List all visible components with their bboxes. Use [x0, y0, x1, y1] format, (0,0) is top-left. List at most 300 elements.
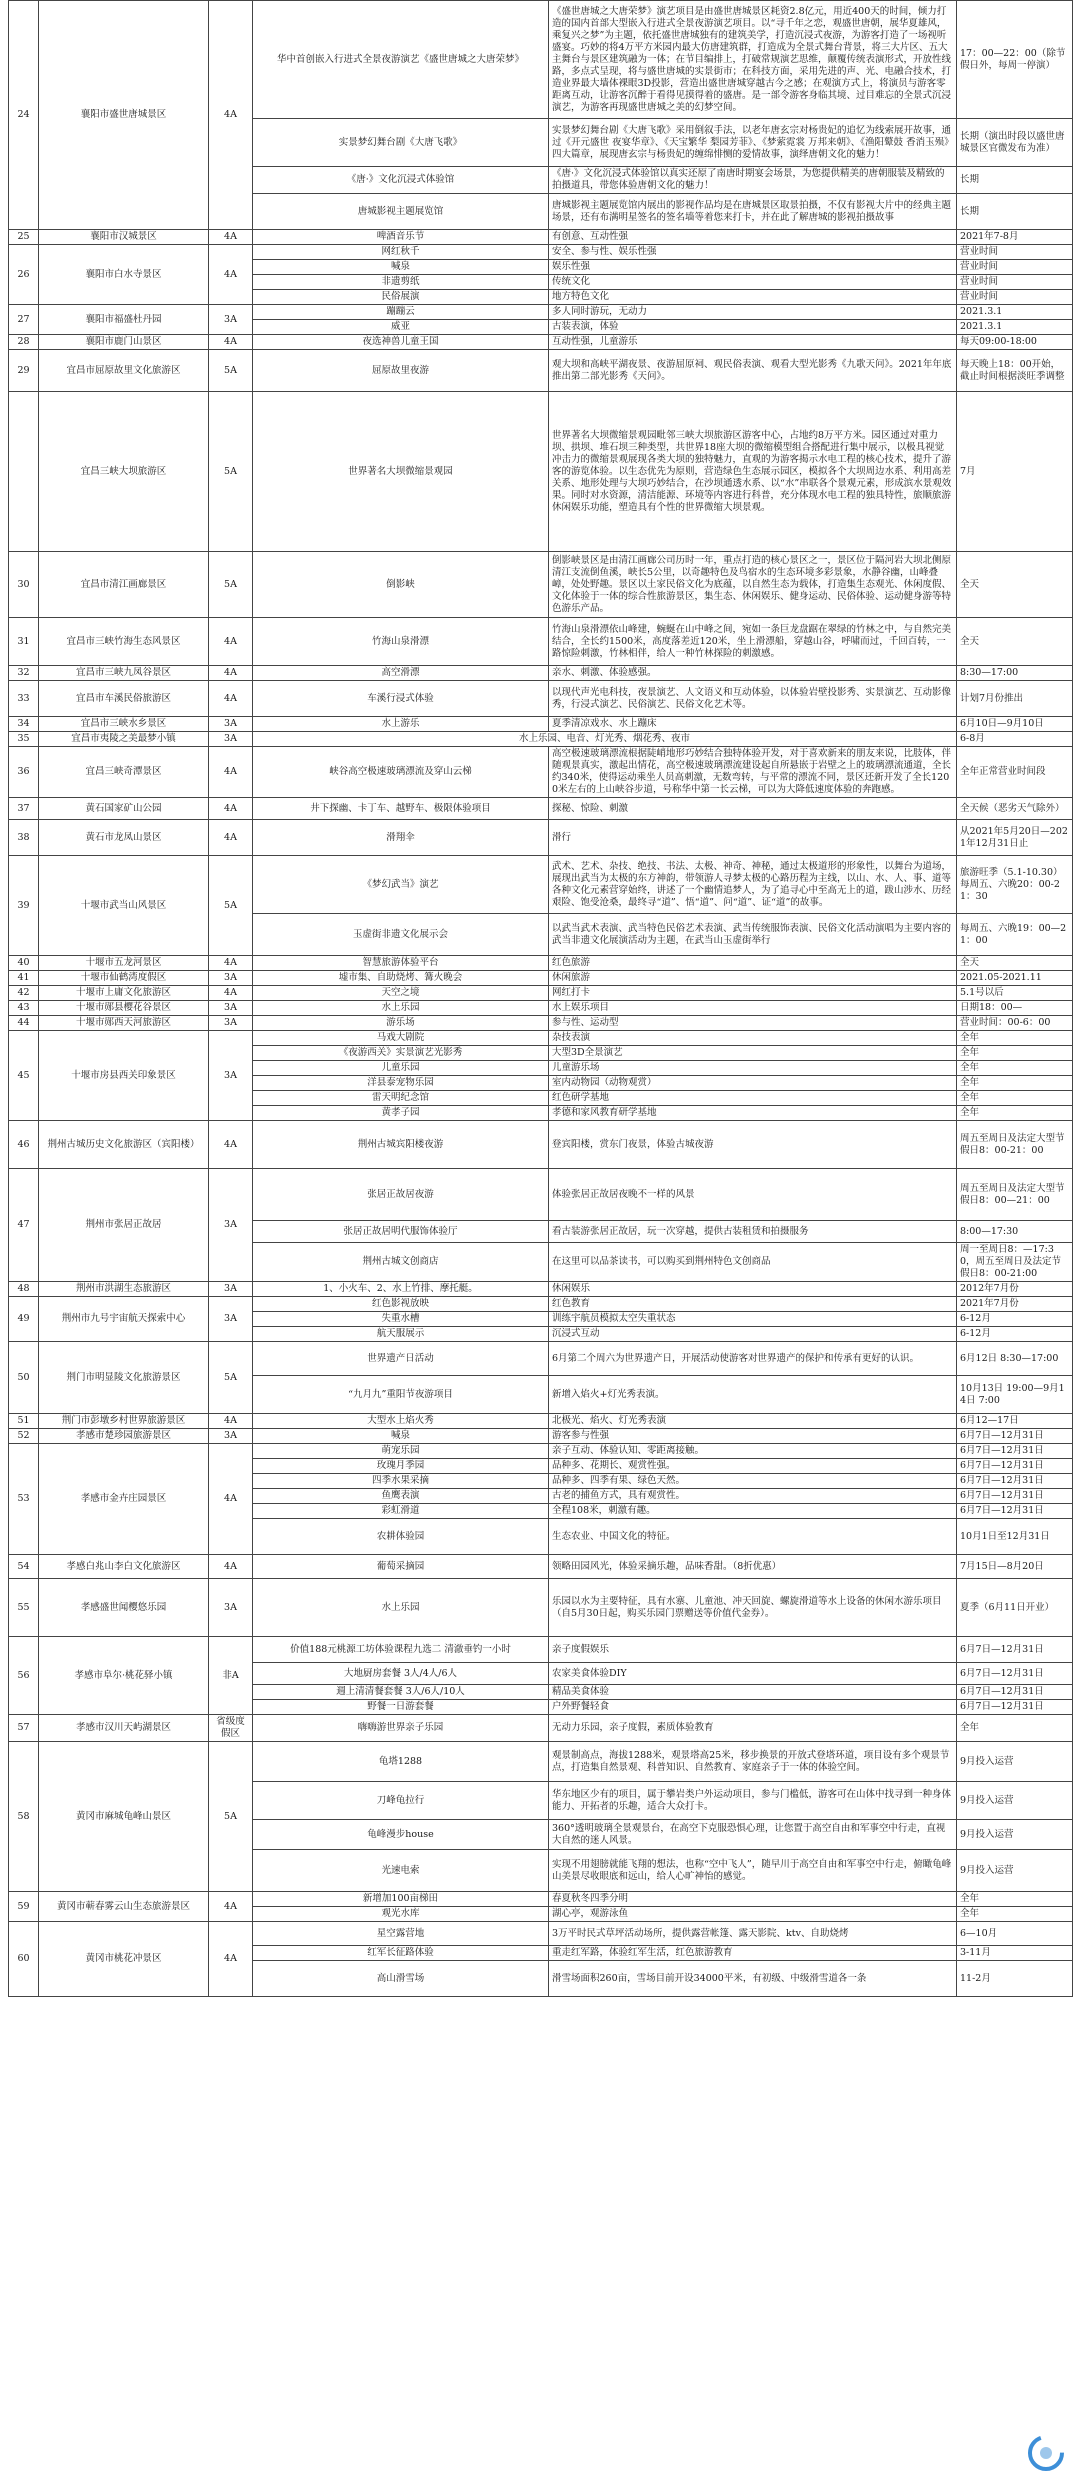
- project-description: 夏季清凉戏水、水上蹦床: [549, 717, 957, 732]
- project-name: 葡萄采摘园: [253, 1555, 549, 1579]
- tourism-project-table: [8, 0, 1072, 1997]
- project-description: 观大坝和高峡平湖夜景、夜游屈原祠、观民俗表演、观看大型光影秀《九歌天问》。2021年年底推出第二部光影秀《天问》。: [549, 350, 957, 392]
- row-number: 25: [9, 230, 39, 245]
- scenic-area-level: 4A: [209, 1121, 253, 1169]
- table-row: [9, 245, 1073, 260]
- project-description: 新增入焰火+灯光秀表演。: [549, 1376, 957, 1414]
- project-time: 9月投入运营: [957, 1850, 1073, 1892]
- project-description: 安全、参与性、娱乐性强: [549, 245, 957, 260]
- project-description: 休闲旅游: [549, 971, 957, 986]
- scenic-area-name: 黄冈市蕲春雾云山生态旅游景区: [39, 1892, 209, 1922]
- project-name: 蹦蹦云: [253, 305, 549, 320]
- project-description: 红色教育: [549, 1297, 957, 1312]
- data-table: [8, 0, 1073, 1997]
- project-time: 6月10日—9月10日: [957, 717, 1073, 732]
- project-time: 全天候（恶劣天气除外）: [957, 798, 1073, 820]
- row-number: 60: [9, 1922, 39, 1997]
- row-number: 37: [9, 798, 39, 820]
- project-name: 水上乐园: [253, 1579, 549, 1637]
- project-description: 儿童游乐场: [549, 1061, 957, 1076]
- project-name: 高山滑雪场: [253, 1961, 549, 1997]
- table-row: [9, 798, 1073, 820]
- table-row: [9, 392, 1073, 552]
- project-time: 全年: [957, 1106, 1073, 1121]
- project-description: 倒影峡景区是由清江画廊公司历时一年，重点打造的核心景区之一，景区位于隔河岩大坝北侧原清江支流倒鱼溪，峡长5公里，以奇趣特色及鸟宿水的生态环境多彩景象，水静谷幽，山峰叠嶂，处处野趣。景区以土家民俗文化为底蕴，以自然生态为载体，打造集生态观光、休闲度假、文化体验于一体的综合性旅游景区，集生态、休闲娱乐、健身运动、民俗体验、运动健身游等特色游乐产品。: [549, 552, 957, 618]
- table-row: [9, 747, 1073, 798]
- project-name: 《梦幻武当》演艺: [253, 856, 549, 914]
- row-number: 51: [9, 1414, 39, 1429]
- project-description: 滑行: [549, 820, 957, 856]
- scenic-area-name: 宜昌市清江画廊景区: [39, 552, 209, 618]
- project-name: 张居正故居夜游: [253, 1169, 549, 1221]
- scenic-area-level: 4A: [209, 1892, 253, 1922]
- project-name: 网红秋千: [253, 245, 549, 260]
- project-time: 营业时间: [957, 275, 1073, 290]
- scenic-area-level: 3A: [209, 1282, 253, 1297]
- scenic-area-name: 襄阳市盛世唐城景区: [39, 1, 209, 230]
- scenic-area-level: 3A: [209, 1579, 253, 1637]
- project-description: 在这里可以品茶读书，可以购买到荆州特色文创商品: [549, 1243, 957, 1282]
- project-name: 大地厨房套餐 3人/4人/6人: [253, 1663, 549, 1685]
- project-time: 全年: [957, 1076, 1073, 1091]
- project-time: 全年: [957, 1061, 1073, 1076]
- table-row: [9, 1001, 1073, 1016]
- project-name: “九月九”重阳节夜游项目: [253, 1376, 549, 1414]
- project-time: 6月7日—12月31日: [957, 1663, 1073, 1685]
- scenic-area-level: 4A: [209, 1555, 253, 1579]
- project-time: 全年: [957, 1031, 1073, 1046]
- project-name: 刀峰龟拉行: [253, 1782, 549, 1820]
- project-name: 华中首创嵌入行进式全景夜游演艺《盛世唐城之大唐荣梦》: [253, 1, 549, 119]
- project-time: 6月7日—12月31日: [957, 1429, 1073, 1444]
- table-row: [9, 1169, 1073, 1221]
- project-name: 光速电索: [253, 1850, 549, 1892]
- row-number: 31: [9, 618, 39, 666]
- project-time: 长期: [957, 194, 1073, 230]
- scenic-area-level: 4A: [209, 335, 253, 350]
- project-name: 世界遗产日活动: [253, 1342, 549, 1376]
- project-description: 《唐·》文化沉浸式体验馆以真实还原了南唐时期宴会场景，为您提供精美的唐朝服装及精致的拍摄道具，带您体验唐朝文化的魅力！: [549, 167, 957, 194]
- project-time: 每周五、六晚19：00—21：00: [957, 914, 1073, 956]
- table-row: [9, 1742, 1073, 1782]
- project-description: 沉浸式互动: [549, 1327, 957, 1342]
- scenic-area-level: 5A: [209, 1742, 253, 1892]
- project-description: 室内动物园（动物观赏）: [549, 1076, 957, 1091]
- project-name: 世界著名大坝微缩景观园: [253, 392, 549, 552]
- project-name: 《夜游西关》实景演艺光影秀: [253, 1046, 549, 1061]
- row-number: 47: [9, 1169, 39, 1282]
- row-number: 27: [9, 305, 39, 335]
- scenic-area-name: 宜昌市三峡水乡景区: [39, 717, 209, 732]
- scenic-area-name: 十堰市房县西关印象景区: [39, 1031, 209, 1121]
- row-number: 48: [9, 1282, 39, 1297]
- project-name: 《唐·》文化沉浸式体验馆: [253, 167, 549, 194]
- row-number: 24: [9, 1, 39, 230]
- project-description: 以现代声光电科技，夜景演艺、人文语义和互动体验，以体验岩壁投影秀、实景演艺、互动影像秀，行浸式演艺、民俗演艺、民俗文化艺术等。: [549, 681, 957, 717]
- project-time: 全年: [957, 1715, 1073, 1742]
- scenic-area-name: 孝感市汉川天屿湖景区: [39, 1715, 209, 1742]
- project-time: 全年: [957, 1046, 1073, 1061]
- row-number: 34: [9, 717, 39, 732]
- project-description: 滑雪场面积260亩，雪场目前开设34000平米，有初级、中级滑雪道各一条: [549, 1961, 957, 1997]
- row-number: 26: [9, 245, 39, 305]
- project-time: 2021年7月份: [957, 1297, 1073, 1312]
- scenic-area-name: 孝感白兆山李白文化旅游区: [39, 1555, 209, 1579]
- project-description: 北极光、焰火、灯光秀表演: [549, 1414, 957, 1429]
- project-description: 亲子度假娱乐: [549, 1637, 957, 1663]
- project-description: 红色旅游: [549, 956, 957, 971]
- table-row: [9, 1414, 1073, 1429]
- project-name: 车溪行浸式体验: [253, 681, 549, 717]
- scenic-area-level: 3A: [209, 1001, 253, 1016]
- project-time: 11-2月: [957, 1961, 1073, 1997]
- project-description: 登宾阳楼，赏东门夜景，体验古城夜游: [549, 1121, 957, 1169]
- scenic-area-name: 黄冈市桃花冲景区: [39, 1922, 209, 1997]
- scenic-area-name: 荆门市明显陵文化旅游景区: [39, 1342, 209, 1414]
- project-time: 17：00—22：00（除节假日外，每周一停演）: [957, 1, 1073, 119]
- project-time: 6月7日—12月31日: [957, 1489, 1073, 1504]
- project-name: 嗨嗨游世界亲子乐园: [253, 1715, 549, 1742]
- row-number: 54: [9, 1555, 39, 1579]
- scenic-area-name: 十堰市郧县樱花谷景区: [39, 1001, 209, 1016]
- scenic-area-level: 5A: [209, 1342, 253, 1414]
- project-description: 娱乐性强: [549, 260, 957, 275]
- scenic-area-level: 3A: [209, 732, 253, 747]
- row-number: 49: [9, 1297, 39, 1342]
- scenic-area-name: 襄阳市鹿门山景区: [39, 335, 209, 350]
- scenic-area-name: 襄阳市白水寺景区: [39, 245, 209, 305]
- row-number: 35: [9, 732, 39, 747]
- project-description: 亲水、刺激、体验感强。: [549, 666, 957, 681]
- project-description: 孝德和家风教育研学基地: [549, 1106, 957, 1121]
- project-time: 9月投入运营: [957, 1820, 1073, 1850]
- table-row: [9, 335, 1073, 350]
- scenic-area-name: 宜昌市三峡九凤谷景区: [39, 666, 209, 681]
- project-time: 营业时间：00-6：00: [957, 1016, 1073, 1031]
- scenic-area-level: 4A: [209, 1, 253, 230]
- project-time: 营业时间: [957, 245, 1073, 260]
- scenic-area-level: 5A: [209, 552, 253, 618]
- project-time: 8:30—17:00: [957, 666, 1073, 681]
- project-wide: 水上乐园、电音、灯光秀、烟花秀、夜市: [253, 732, 957, 747]
- table-row: [9, 971, 1073, 986]
- project-time: 6月7日—12月31日: [957, 1474, 1073, 1489]
- scenic-area-name: 十堰市武当山风景区: [39, 856, 209, 956]
- project-description: 游客参与性强: [549, 1429, 957, 1444]
- scenic-area-level: 4A: [209, 230, 253, 245]
- project-name: 鱼鹰表演: [253, 1489, 549, 1504]
- row-number: 33: [9, 681, 39, 717]
- project-name: 农耕体验园: [253, 1519, 549, 1555]
- project-name: 黄孝子园: [253, 1106, 549, 1121]
- table-row: [9, 1342, 1073, 1376]
- row-number: 56: [9, 1637, 39, 1715]
- project-description: 看古装游张居正故居，玩一次穿越，提供古装租赁和拍摄服务: [549, 1221, 957, 1243]
- project-name: 墟市集、自助烧烤、篝火晚会: [253, 971, 549, 986]
- project-name: 荆州古城宾阳楼夜游: [253, 1121, 549, 1169]
- project-name: 彩虹滑道: [253, 1504, 549, 1519]
- project-name: 荆州古城文创商店: [253, 1243, 549, 1282]
- scenic-area-name: 荆州市洪湖生态旅游区: [39, 1282, 209, 1297]
- project-name: 水上游乐: [253, 717, 549, 732]
- table-row: [9, 1892, 1073, 1907]
- project-description: 休闲娱乐: [549, 1282, 957, 1297]
- project-time: 6月7日—12月31日: [957, 1444, 1073, 1459]
- scenic-area-name: 孝感盛世闻樱悠乐园: [39, 1579, 209, 1637]
- project-time: 2012年7月份: [957, 1282, 1073, 1297]
- project-description: 360°透明玻璃全景观景台，在高空下克服恐惧心理，让您置于高空自由和军事空中行走，直视大自然的迷人风景。: [549, 1820, 957, 1850]
- table-row: [9, 1922, 1073, 1946]
- table-row: [9, 1444, 1073, 1459]
- project-description: 红色研学基地: [549, 1091, 957, 1106]
- project-time: 全天: [957, 618, 1073, 666]
- project-description: 高空极速玻璃漂流根据陡峭地形巧妙结合独特体验开发，对于喜欢新来的朋友来说，比肢体，伴随观景真实，激起出情花，高空极速玻璃漂流建设起自所悬嵌于岩壁之上的玻璃漂流通道，全长约340米，使得运动乘坐人员高刺激，无数弯转，与平常的漂流不同，景区还新开发了全长1200米左右的上山峡谷步道，号称华中第一长云梯，可以为大降低速度体验的奔跑感。: [549, 747, 957, 798]
- project-time: 长期（演出时段以盛世唐城景区官微发布为准）: [957, 119, 1073, 167]
- project-time: 周五至周日及法定大型节假日8：00-21：00: [957, 1121, 1073, 1169]
- table-row: [9, 1016, 1073, 1031]
- row-number: 28: [9, 335, 39, 350]
- project-description: 华东地区少有的项目，属于攀岩类户外运动项目，参与门槛低，游客可在山体中找寻到一种身体能力、开拓者的乐趣，适合大众打卡。: [549, 1782, 957, 1820]
- project-time: 10月13日 19:00—9月14日 7:00: [957, 1376, 1073, 1414]
- row-number: 55: [9, 1579, 39, 1637]
- project-name: 喊泉: [253, 1429, 549, 1444]
- project-description: 春夏秋冬四季分明: [549, 1892, 957, 1907]
- project-description: 生态农业、中国文化的特征。: [549, 1519, 957, 1555]
- scenic-area-name: 十堰市郧西天河旅游区: [39, 1016, 209, 1031]
- project-name: 井下探幽、卡丁车、越野车、极限体验项目: [253, 798, 549, 820]
- project-time: 全天: [957, 552, 1073, 618]
- table-row: [9, 1715, 1073, 1742]
- scenic-area-name: 十堰市上庸文化旅游区: [39, 986, 209, 1001]
- project-description: 户外野餐轻食: [549, 1700, 957, 1715]
- project-time: 2021.05-2021.11: [957, 971, 1073, 986]
- project-description: 品种多、花期长、观赏性强。: [549, 1459, 957, 1474]
- table-row: [9, 1579, 1073, 1637]
- project-description: 网红打卡: [549, 986, 957, 1001]
- table-row: [9, 552, 1073, 618]
- scenic-area-level: 4A: [209, 747, 253, 798]
- table-row: [9, 230, 1073, 245]
- scenic-area-name: 孝感市金卉庄园景区: [39, 1444, 209, 1555]
- project-time: 6月7日—12月31日: [957, 1637, 1073, 1663]
- project-time: 6—10月: [957, 1922, 1073, 1946]
- project-time: 每天晚上18：00开始，截止时间根据淡旺季调整: [957, 350, 1073, 392]
- table-row: [9, 305, 1073, 320]
- project-name: 张居正故居明代服饰体验厅: [253, 1221, 549, 1243]
- project-name: 野餐一日游套餐: [253, 1700, 549, 1715]
- row-number: 45: [9, 1031, 39, 1121]
- row-number: 59: [9, 1892, 39, 1922]
- project-description: 湖心亭，观游泳鱼: [549, 1907, 957, 1922]
- project-time: 5.1号以后: [957, 986, 1073, 1001]
- row-number: 40: [9, 956, 39, 971]
- project-name: 红军长征路体验: [253, 1946, 549, 1961]
- project-name: 四季水果采摘: [253, 1474, 549, 1489]
- project-time: 7月: [957, 392, 1073, 552]
- project-name: 倒影峡: [253, 552, 549, 618]
- project-description: 探秘、惊险、刺激: [549, 798, 957, 820]
- scenic-area-name: 宜昌三峡大坝旅游区: [39, 392, 209, 552]
- project-name: 高空滑漂: [253, 666, 549, 681]
- project-description: 无动力乐园，亲子度假，素质体验教育: [549, 1715, 957, 1742]
- project-description: 品种多、四季有果、绿色天然。: [549, 1474, 957, 1489]
- scenic-area-level: 4A: [209, 956, 253, 971]
- scenic-area-name: 荆州古城历史文化旅游区（宾阳楼）: [39, 1121, 209, 1169]
- row-number: [9, 392, 39, 552]
- scenic-area-name: 黄石国家矿山公园: [39, 798, 209, 820]
- project-name: 啤酒音乐节: [253, 230, 549, 245]
- scenic-area-name: 襄阳市汉城景区: [39, 230, 209, 245]
- project-description: 训练宇航员模拟太空失重状态: [549, 1312, 957, 1327]
- row-number: 44: [9, 1016, 39, 1031]
- project-name: 1、小火车、2、水上竹排、摩托艇。: [253, 1282, 549, 1297]
- table-row: [9, 1282, 1073, 1297]
- project-time: 6月7日—12月31日: [957, 1685, 1073, 1700]
- project-time: 长期: [957, 167, 1073, 194]
- scenic-area-name: 黄冈市麻城龟峰山景区: [39, 1742, 209, 1892]
- scenic-area-level: 3A: [209, 1297, 253, 1342]
- row-number: 39: [9, 856, 39, 956]
- project-description: 大型3D全景演艺: [549, 1046, 957, 1061]
- project-time: 2021年7-8月: [957, 230, 1073, 245]
- row-number: 30: [9, 552, 39, 618]
- table-row: [9, 1297, 1073, 1312]
- project-name: 民俗展演: [253, 290, 549, 305]
- project-description: 竹海山泉滑漂依山峰建，蜿蜒在山中峰之间，宛如一条巨龙盘踞在翠绿的竹林之中，与自然完美结合，全长约1500米，高度落差近120米，坐上滑漂船，穿越山谷，呼啸而过，千回百转，一路惊险刺激，竹林相伴，给人一种竹林探险的刺激感。: [549, 618, 957, 666]
- project-time: 周五至周日及法定大型节假日8：00—21：00: [957, 1169, 1073, 1221]
- project-description: 亲子互动、体验认知、零距离接触。: [549, 1444, 957, 1459]
- project-description: 地方特色文化: [549, 290, 957, 305]
- scenic-area-level: 3A: [209, 971, 253, 986]
- row-number: 29: [9, 350, 39, 392]
- project-description: 领略田园风光，体验采摘乐趣，品味香甜。（8折优惠）: [549, 1555, 957, 1579]
- scenic-area-name: 十堰市仙鹤湾度假区: [39, 971, 209, 986]
- project-name: 玉虚街非遗文化展示会: [253, 914, 549, 956]
- scenic-area-level: 3A: [209, 1169, 253, 1282]
- scenic-area-level: 5A: [209, 392, 253, 552]
- scenic-area-level: 4A: [209, 245, 253, 305]
- scenic-area-name: 孝感市楚珍园旅游景区: [39, 1429, 209, 1444]
- row-number: 58: [9, 1742, 39, 1892]
- project-description: 参与性、运动型: [549, 1016, 957, 1031]
- scenic-area-level: 4A: [209, 1414, 253, 1429]
- project-description: 传统文化: [549, 275, 957, 290]
- scenic-area-name: 十堰市五龙河景区: [39, 956, 209, 971]
- scenic-area-level: 3A: [209, 1031, 253, 1121]
- project-time: 3-11月: [957, 1946, 1073, 1961]
- scenic-area-level: 4A: [209, 681, 253, 717]
- project-name: 週上清清餐套餐 3人/6人/10人: [253, 1685, 549, 1700]
- project-time: 全年: [957, 1907, 1073, 1922]
- project-name: 航天服展示: [253, 1327, 549, 1342]
- project-time: 9月投入运营: [957, 1742, 1073, 1782]
- scenic-area-name: 宜昌三峡奇潭景区: [39, 747, 209, 798]
- scenic-area-level: 4A: [209, 618, 253, 666]
- table-row: [9, 1, 1073, 119]
- project-time: 全天: [957, 956, 1073, 971]
- project-description: 世界著名大坝微缩景观园毗邻三峡大坝旅游区游客中心，占地约8万平方米。园区通过对重力坝、拱坝、堆石坝三种类型，共世界18座大坝的微缩模型组合搭配进行集中展示，以极具视觉冲击力的微缩景观展现各类大坝的独特魅力，直观的为游客揭示水电工程的核心技术，提升了游客的游览体验。以生态优先为原则，营造绿色生态展示园区，模拟各个大坝周边水系、利用高差关系、地形处理与大坝巧妙结合，在沙坝通透水系、以“水”串联各个景观元素，形成滨水景观效果。同时对水资源，清洁能源、环境等内容进行科普，充分体现水电工程的独具特性，旅顺旅游休闲娱乐功能，塑造具有个性的世界微缩大坝景观。: [549, 392, 957, 552]
- row-number: 32: [9, 666, 39, 681]
- row-number: 43: [9, 1001, 39, 1016]
- project-time: 6月12日 8:30—17:00: [957, 1342, 1073, 1376]
- table-row: [9, 1031, 1073, 1046]
- table-row: [9, 1429, 1073, 1444]
- project-description: 6月第二个周六为世界遗产日，开展活动使游客对世界遗产的保护和传承有更好的认识。: [549, 1342, 957, 1376]
- project-name: 失重水槽: [253, 1312, 549, 1327]
- project-time: 9月投入运营: [957, 1782, 1073, 1820]
- project-time: 每天09:00-18:00: [957, 335, 1073, 350]
- project-name: 雷天明纪念馆: [253, 1091, 549, 1106]
- scenic-area-level: 非A: [209, 1637, 253, 1715]
- project-description: 实现不用翅膀就能飞翔的想法，也称“空中飞人”，随早川于高空自由和军事空中行走，俯瞰龟峰山美景尽收眼底和远山，给人心旷神怡的感觉。: [549, 1850, 957, 1892]
- project-time: 6月7日—12月31日: [957, 1504, 1073, 1519]
- project-name: 智慧旅游体验平台: [253, 956, 549, 971]
- project-time: 6月12—17日: [957, 1414, 1073, 1429]
- project-name: 夜选神兽儿童王国: [253, 335, 549, 350]
- project-time: 6月7日—12月31日: [957, 1700, 1073, 1715]
- project-description: 乐园以水为主要特征，具有水寨、儿童池、冲天回旋、螺旋滑道等水上设备的休闲水游乐项目（自5月30日起，购买乐园门票赠送等价值代金券）。: [549, 1579, 957, 1637]
- project-time: 全年: [957, 1091, 1073, 1106]
- project-name: 红色影视放映: [253, 1297, 549, 1312]
- scenic-area-level: 5A: [209, 350, 253, 392]
- project-description: 武术、艺术、杂技、绝技、书法、太极、神奇、神秘，通过太极道形的形象性，以舞台为道场，展现出武当为太极的东方神韵，带领游人寻梦太极的心路历程为主线，以山、水、人、事、道等各种文化元素营穿始终，讲述了一个幽情追梦人，为了追寻心中至高无上的道，跋山涉水、历经艰险、饱受沧桑，最终寻“道”、悟“道”、问“道”、证“道”的故事。: [549, 856, 957, 914]
- row-number: 52: [9, 1429, 39, 1444]
- project-description: 有创意、互动性强: [549, 230, 957, 245]
- project-name: 实景梦幻舞台剧《大唐飞歌》: [253, 119, 549, 167]
- project-description: 互动性强，儿童游乐: [549, 335, 957, 350]
- project-name: 星空露营地: [253, 1922, 549, 1946]
- project-name: 游乐场: [253, 1016, 549, 1031]
- scenic-area-level: 3A: [209, 305, 253, 335]
- project-name: 峡谷高空极速玻璃漂流及穿山云梯: [253, 747, 549, 798]
- project-name: 屈原故里夜游: [253, 350, 549, 392]
- project-description: 唐城影视主题展览馆内展出的影视作品均是在唐城景区取景拍摄，不仅有影视大片中的经典主题场景，还有布满明星签名的签名墙等着您来打卡，并在此了解唐城的影视拍摄故事: [549, 194, 957, 230]
- project-name: 玫瑰月季园: [253, 1459, 549, 1474]
- scenic-area-level: 3A: [209, 1429, 253, 1444]
- project-name: 非遗剪纸: [253, 275, 549, 290]
- project-name: 滑翔伞: [253, 820, 549, 856]
- scenic-area-name: 宜昌市夷陵之美最梦小镇: [39, 732, 209, 747]
- project-time: 日期18：00—: [957, 1001, 1073, 1016]
- table-row: [9, 956, 1073, 971]
- row-number: 57: [9, 1715, 39, 1742]
- project-description: 全程108米，刺激有趣。: [549, 1504, 957, 1519]
- table-row: [9, 820, 1073, 856]
- scenic-area-name: 荆州市九号宇宙航天探索中心: [39, 1297, 209, 1342]
- project-time: 全年正常营业时间段: [957, 747, 1073, 798]
- row-number: 36: [9, 747, 39, 798]
- project-name: 大型水上焰火秀: [253, 1414, 549, 1429]
- project-time: 夏季（6月11日开业）: [957, 1579, 1073, 1637]
- watermark-logo-icon: [1026, 2433, 1066, 2473]
- scenic-area-level: 4A: [209, 666, 253, 681]
- project-description: 水上娱乐项目: [549, 1001, 957, 1016]
- table-row: [9, 618, 1073, 666]
- scenic-area-name: 黄石市龙凤山景区: [39, 820, 209, 856]
- scenic-area-level: 4A: [209, 986, 253, 1001]
- table-row: [9, 681, 1073, 717]
- scenic-area-level: 3A: [209, 717, 253, 732]
- project-description: 体验张居正故居夜晚不一样的风景: [549, 1169, 957, 1221]
- project-time: 8:00—17:30: [957, 1221, 1073, 1243]
- project-time: 6月7日—12月31日: [957, 1459, 1073, 1474]
- table-row: [9, 350, 1073, 392]
- project-name: 马戏大剧院: [253, 1031, 549, 1046]
- project-time: 营业时间: [957, 260, 1073, 275]
- project-time: 营业时间: [957, 290, 1073, 305]
- project-name: 萌宠乐园: [253, 1444, 549, 1459]
- row-number: 53: [9, 1444, 39, 1555]
